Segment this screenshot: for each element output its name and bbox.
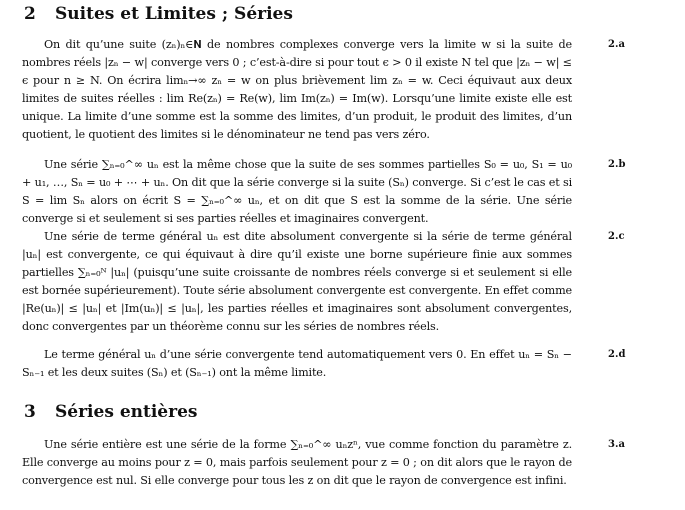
paragraph-2a: On dit qu’une suite (zₙ)ₙ∈𝐍 de nombres complexes converge vers la limite w si la suite de nombres réels |zₙ − w| converge vers 0 ; c’est-à-dire si pour tout ϵ > 0 il existe N tel que |zₙ − w| ≤ ϵ pour n ≥ N. On écrira limₙ→∞ zₙ = w on plus brièvement lim zₙ = w. Ceci équivaut aux deux limites de suites réelles : lim Re(zₙ) = Re(w), lim Im(zₙ) = Im(w). Lorsqu’une limite existe elle est unique. La limite d’une somme est la somme des limites, d’un produit, le produit des limites, d’un quotient, le quotient des limites si le dénominateur ne tend pas vers zéro. — [22, 38, 572, 141]
section-3-number: 3 — [24, 402, 36, 422]
paragraph-label-2a: 2.a — [608, 39, 625, 50]
paragraph-2d: Le terme général uₙ d’une série convergente tend automatiquement vers 0. En effet uₙ = Sₙ − Sₙ₋₁ et les deux suites (Sₙ) et (Sₙ₋₁) ont la même limite. — [22, 348, 572, 379]
paragraph-label-2c: 2.c — [608, 231, 625, 242]
section-2-number: 2 — [24, 4, 36, 24]
paragraph-label-2d: 2.d — [608, 349, 626, 360]
paragraph-label-3a: 3.a — [608, 439, 625, 450]
section-3-heading — [24, 402, 197, 422]
paragraph-label-2b: 2.b — [608, 159, 626, 170]
section-3-title: Séries entières — [55, 402, 198, 422]
paragraph-2c: Une série de terme général uₙ est dite absolument convergente si la série de terme général |uₙ| est convergente, ce qui équivaut à dire qu’il existe une borne supérieure finie aux sommes partielles ∑ₙ₌₀ᴺ |uₙ| (puisqu’une suite croissante de nombres réels converge si et seulement si elle est bornée supérieurement). Toute série absolument convergente est convergente. En effet comme |Re(uₙ)| ≤ |uₙ| et |Im(uₙ)| ≤ |uₙ|, les parties réelles et imaginaires sont absolument convergentes, donc convergentes par un théorème connu sur les séries de nombres réels. — [22, 230, 572, 333]
section-2-heading — [24, 4, 293, 24]
paragraph-2b: Une série ∑ₙ₌₀^∞ uₙ est la même chose que la suite de ses sommes partielles S₀ = u₀, S₁ = u₀ + u₁, …, Sₙ = u₀ + ⋯ + uₙ. On dit que la série converge si la suite (Sₙ) converge. Si c’est le cas et si S = lim Sₙ alors on écrit S = ∑ₙ₌₀^∞ uₙ, et on dit que S est la somme de la série. Une série converge si et seulement si ses parties réelles et imaginaires convergent. — [22, 158, 572, 225]
paragraph-3a: Une série entière est une série de la forme ∑ₙ₌₀^∞ uₙzⁿ, vue comme fonction du paramètre z. Elle converge au moins pour z = 0, mais parfois seulement pour z = 0 ; on dit alors que le rayon de convergence est nul. Si elle converge pour tous les z on dit que le rayon de convergence est infini. — [22, 438, 572, 487]
section-2-title: Suites et Limites ; Séries — [55, 4, 293, 24]
